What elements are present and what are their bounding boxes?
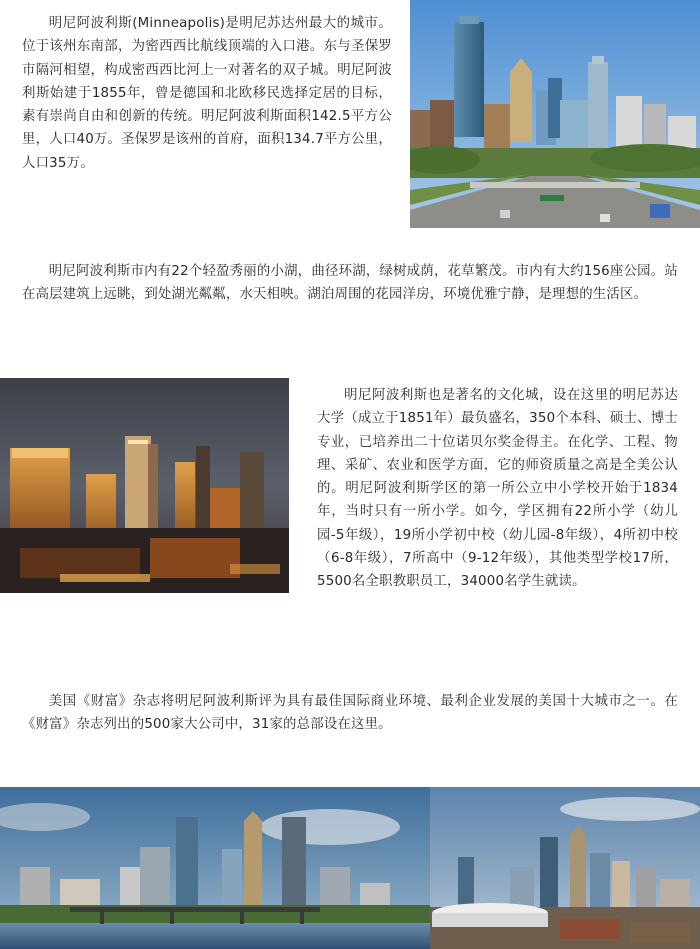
paragraph-intro: 明尼阿波利斯(Minneapolis)是明尼苏达州最大的城市。位于该州东南部，为密西西比航线顶端的入口港。东与圣保罗市隔河相望，构成密西西比河上一对著名的双子城。明尼阿波利斯始建于1855年，曾是德国和北欧移民选择定居的目标，素有崇尚自由和创新的传统。明尼阿波利斯面积142.5平方公里，人口40万。圣保罗是该州的首府，面积134.7平方公里，人口35万。 [22,16,392,171]
paragraph-culture-text [22,384,678,612]
culture-text: 明尼阿波利斯也是著名的文化城，设在这里的明尼苏达大学（成立于1851年）最负盛名，350个本科、硕士、博士专业，已培养出二十位诺贝尔奖金得主。在化学、工程、物理、采矿、农业和医学方面，它的师资质量之高是全美公认的。明尼阿波利斯学区的第一所公立中小学校开始于1834年，当时只有一所小学。如今，学区拥有22所小学（幼儿园-5年级），19所小学初中校（幼儿园-8年级），4所初中校（6-8年级），7所高中（9-12年级），其他类型学校17所，5500名全职教职员工，34000名学生就读。 [317,388,678,590]
stadium-skyline-photo [430,787,700,949]
photo-wrap-spacer [22,384,317,612]
daytime-skyline-photo [410,0,700,228]
river-bridge-skyline-photo [0,787,430,949]
paragraph-lakes-parks: 明尼阿波利斯市内有22个轻盈秀丽的小湖，曲径环湖，绿树成荫，花草繁茂。市内有大约156座公园。站在高层建筑上远眺，到处湖光粼粼，水天相映。湖泊周围的花园洋房，环境优雅宁静，是理想的生活区。 [22,264,678,303]
paragraph-fortune: 美国《财富》杂志将明尼阿波利斯评为具有最佳国际商业环境、最利企业发展的美国十大城市之一。在《财富》杂志列出的500家大公司中，31家的总部设在这里。 [22,694,678,733]
